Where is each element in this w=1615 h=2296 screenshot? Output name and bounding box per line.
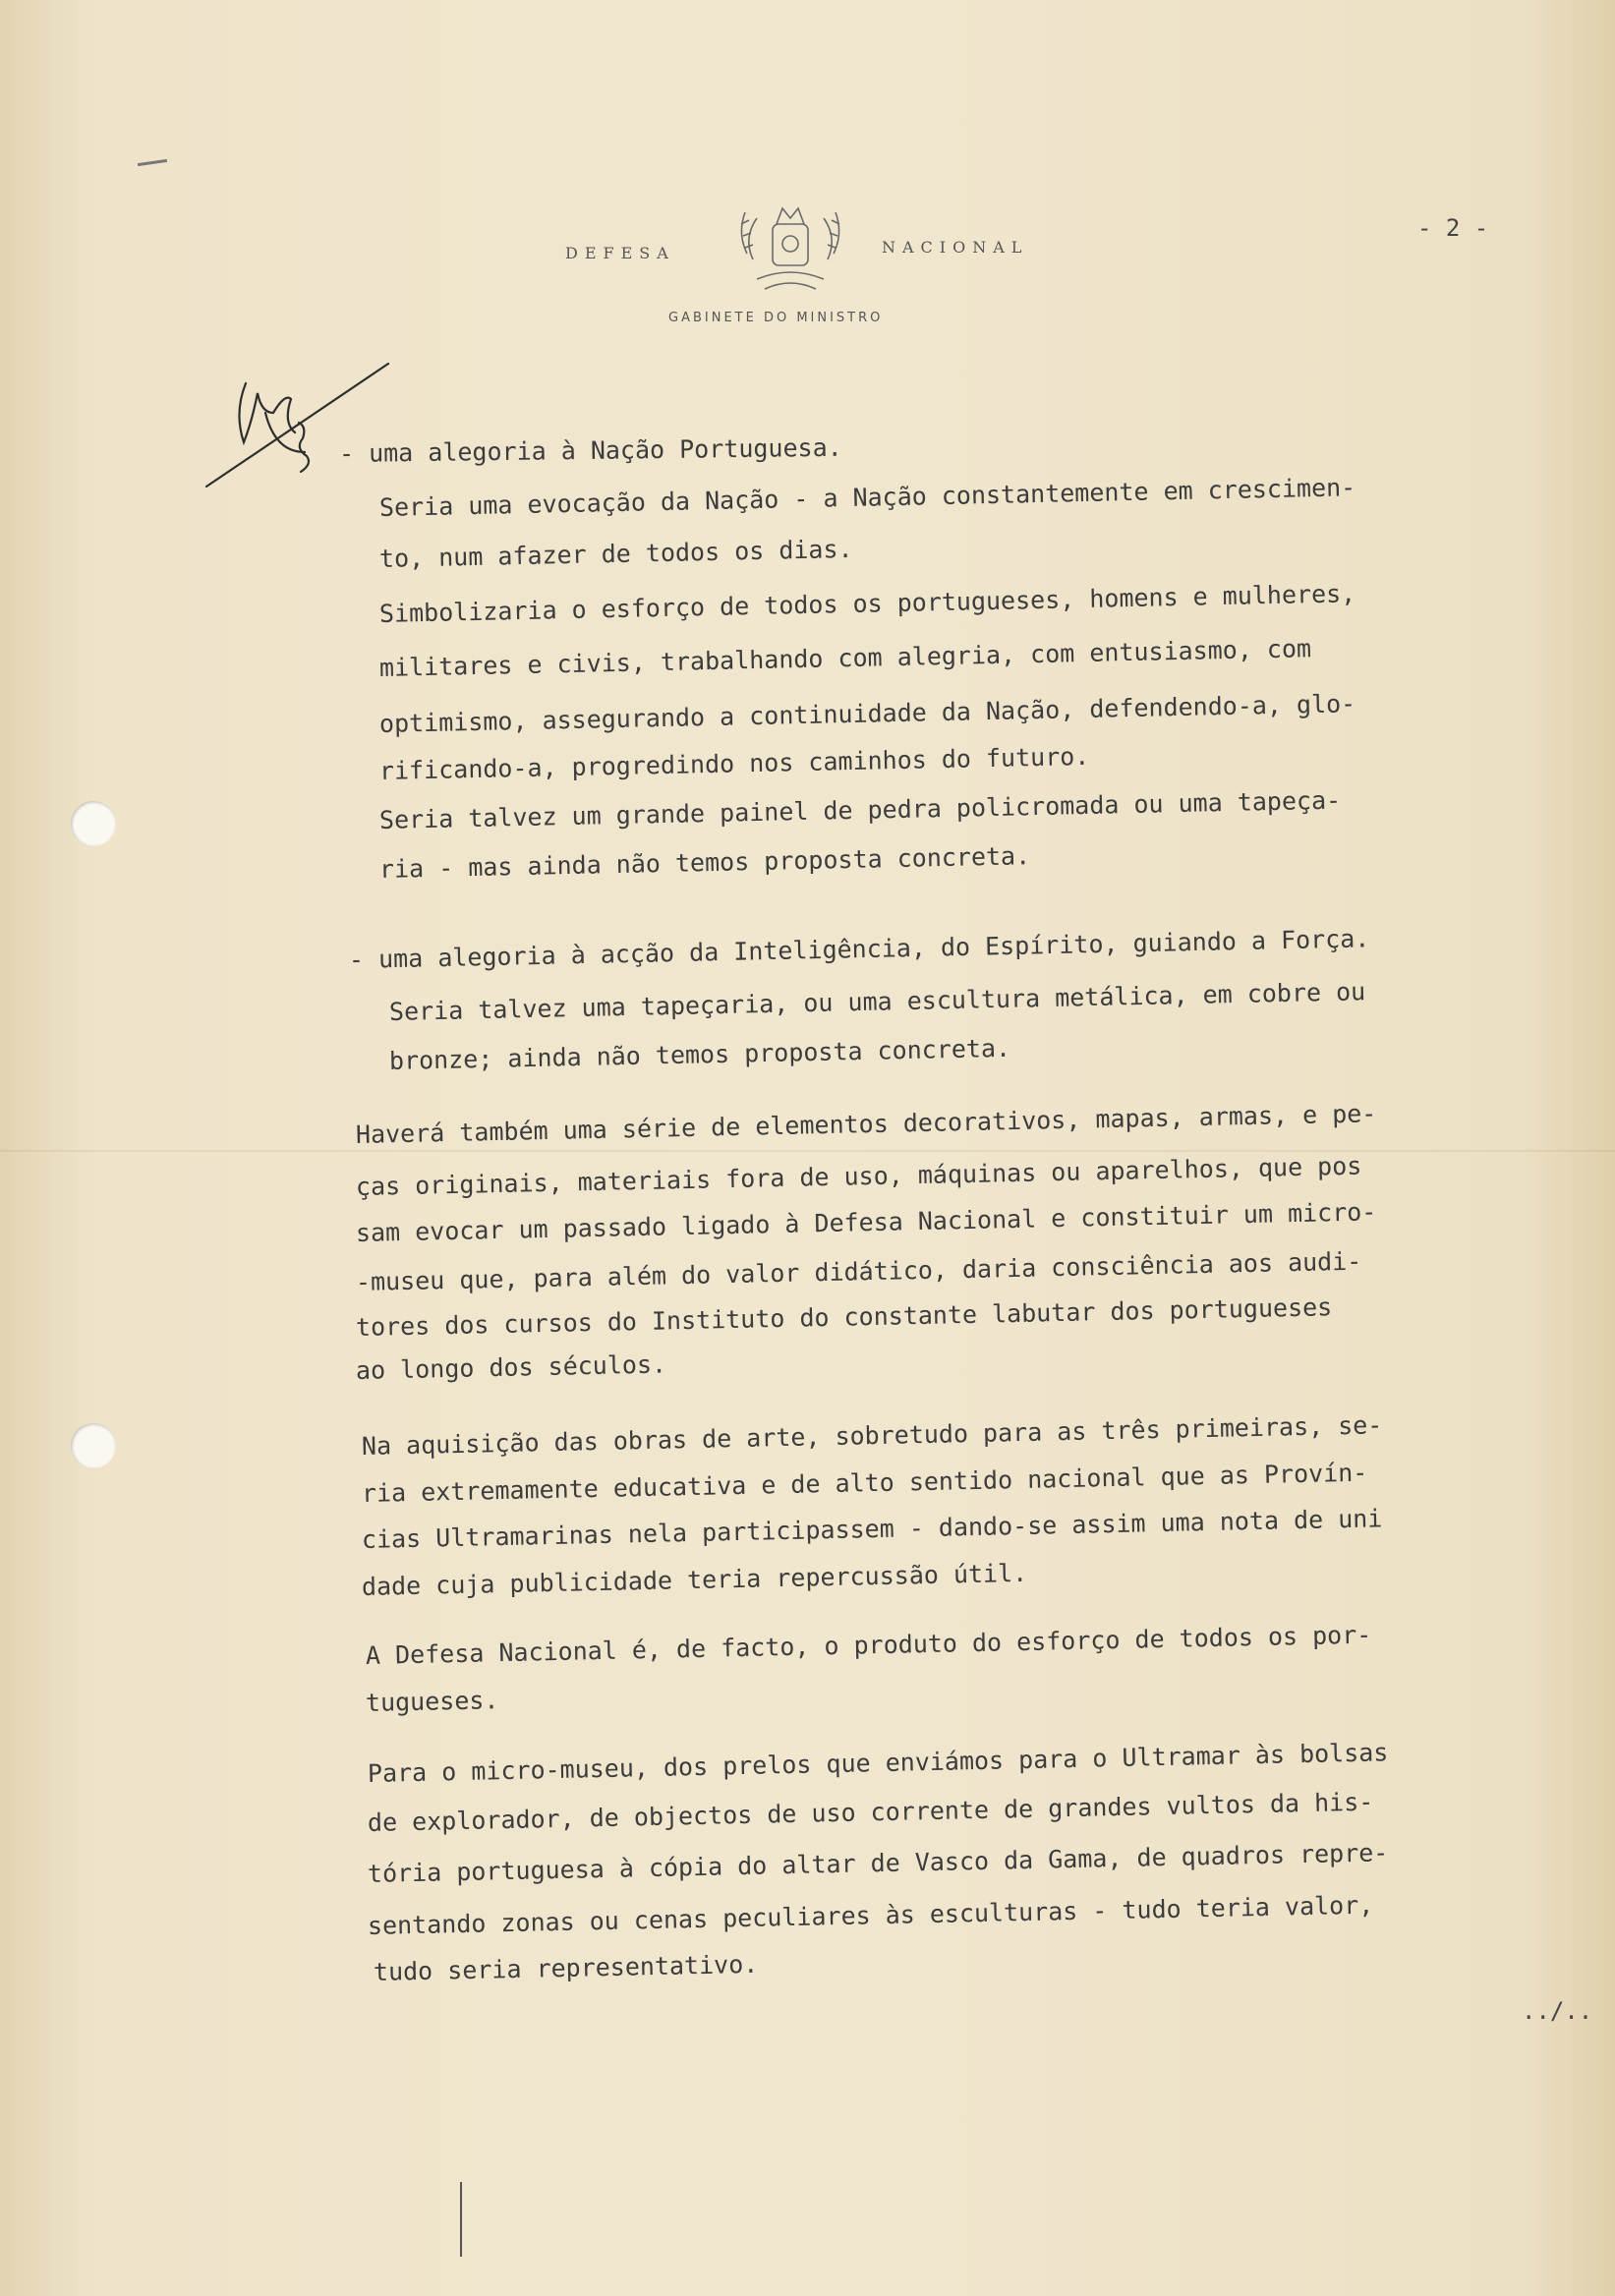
text-line: - uma alegoria à acção da Inteligência, do Espírito, guiando a Força. <box>348 924 1370 974</box>
punch-hole-top <box>71 801 116 846</box>
text-line: ças originais, materiais fora de uso, máquinas ou aparelhos, que pos <box>355 1151 1362 1201</box>
text-line: Seria talvez um grande painel de pedra policromada ou uma tapeça- <box>378 785 1342 834</box>
text-line: Para o micro-museu, dos prelos que enviámos para o Ultramar às bolsas <box>367 1738 1389 1788</box>
text-line: rificando-a, progredindo nos caminhos do futuro. <box>378 741 1090 785</box>
text-line: to, num afazer de todos os dias. <box>378 534 853 573</box>
text-line: sam evocar um passado ligado à Defesa Nacional e constituir um micro- <box>355 1197 1377 1247</box>
text-line: Haverá também uma série de elementos decorativos, mapas, armas, e pe- <box>355 1099 1377 1149</box>
text-line: de explorador, de objectos de uso corrente de grandes vultos da his- <box>367 1787 1374 1837</box>
text-line: dade cuja publicidade teria repercussão útil. <box>361 1558 1028 1601</box>
text-line: Simbolizaria o esforço de todos os portugueses, homens e mulheres, <box>378 579 1356 628</box>
letterhead-right-word: NACIONAL <box>882 238 1029 257</box>
text-line: tória portuguesa à cópia do altar de Vasco da Gama, de quadros repre- <box>367 1838 1389 1888</box>
text-line: -museu que, para além do valor didático, daria consciência aos audi- <box>355 1246 1362 1296</box>
text-line: Na aquisição das obras de arte, sobretudo para as três primeiras, se- <box>361 1410 1383 1461</box>
letterhead-subtitle: GABINETE DO MINISTRO <box>668 311 884 325</box>
coat-of-arms-emblem <box>727 195 853 307</box>
text-line: Seria talvez uma tapeçaria, ou uma escultura metálica, em cobre ou <box>388 977 1366 1026</box>
text-line: ria extremamente educativa e de alto sentido nacional que as Provín- <box>361 1458 1368 1508</box>
text-line: sentando zonas ou cenas peculiares às esculturas - tudo teria valor, <box>367 1890 1374 1940</box>
text-line: Seria uma evocação da Nação - a Nação constantemente em crescimen- <box>378 473 1356 522</box>
pencil-mark <box>460 2182 462 2257</box>
text-line: A Defesa Nacional é, de facto, o produto do esforço de todos os por- <box>365 1620 1372 1670</box>
text-line: tores dos cursos do Instituto do constante labutar dos portugueses <box>355 1292 1333 1342</box>
paper-fold <box>0 1150 1615 1152</box>
text-line: ria - mas ainda não temos proposta concreta. <box>378 841 1031 884</box>
continuation-mark: ../.. <box>1522 1997 1593 2025</box>
text-line: optimismo, assegurando a continuidade da Nação, defendendo-a, glo- <box>378 689 1356 738</box>
text-line: bronze; ainda não temos proposta concreta. <box>388 1033 1011 1075</box>
text-line: militares e civis, trabalhando com alegria, com entusiasmo, com <box>378 634 1312 682</box>
punch-hole-bottom <box>71 1423 116 1468</box>
handwritten-initials <box>197 354 403 515</box>
page-number: - 2 - <box>1417 214 1489 242</box>
text-line: ao longo dos séculos. <box>355 1349 667 1385</box>
text-line: tudo seria representativo. <box>373 1949 759 1986</box>
letterhead-left-word: DEFESA <box>565 244 675 262</box>
text-line: tugueses. <box>365 1686 499 1717</box>
text-line: - uma alegoria à Nação Portuguesa. <box>338 432 842 468</box>
text-line: cias Ultramarinas nela participassem - dando-se assim uma nota de uni <box>361 1504 1383 1554</box>
